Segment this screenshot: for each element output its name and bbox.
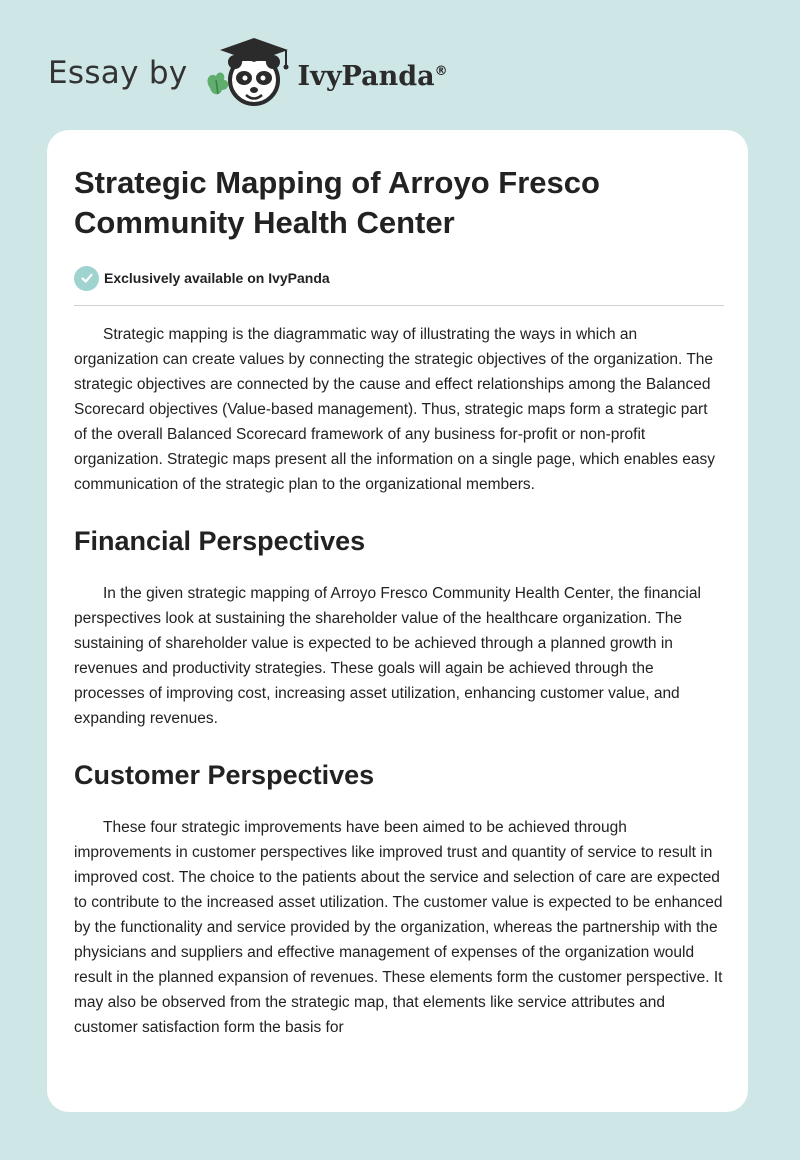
article-title: Strategic Mapping of Arroyo Fresco Community Health Center	[74, 165, 600, 240]
section-body-customer: These four strategic improvements have been aimed to be achieved through improvements in customer perspectives like improved trust and quantity of service to result in improved cost. The choice to the patients about the service and selection of care are expected to contribute to the increased asset utilization. The customer value is expected to be enhanced by the functionality and service provided by the organization, whereas the partnership with the physicians and suppliers and effective management of expenses of the organization would result in the planned expansion of revenues. These elements form the customer perspective. It may also be observed from the strategic map, that elements like service attributes and customer satisfaction form the basis for	[74, 819, 723, 1036]
exclusive-badge-text: Exclusively available on IvyPanda	[104, 270, 330, 286]
section-body-financial: In the given strategic mapping of Arroyo Fresco Community Health Center, the financial perspectives look at sustaining the shareholder value of the healthcare organization. The sustaining of shareholder value is expected to be achieved through a planned growth in revenues and productivity strategies. These goals will again be achieved through the processes of improving cost, increasing asset utilization, enhancing customer value, and expanding revenues.	[74, 585, 701, 727]
article-card	[47, 130, 748, 1112]
title-divider	[74, 305, 724, 306]
section-heading-financial: Financial Perspectives	[74, 526, 366, 556]
article-content	[74, 163, 724, 1040]
intro-paragraph: Strategic mapping is the diagrammatic way of illustrating the ways in which an organization can create values by connecting the strategic objectives of the organization. The strategic objectives are connected by the cause and effect relationships among the Balanced Scorecard objectives (Value-based management). Thus, strategic maps form a strategic part of the overall Balanced Scorecard framework of any business for-profit or non-profit organization. Strategic maps present all the information on a single page, which enables easy communication of the strategic plan to the organizational members.	[74, 326, 716, 493]
essay-by-label: Essay by	[48, 55, 188, 91]
panda-logo-icon	[202, 36, 296, 110]
check-icon	[74, 266, 99, 291]
section-heading-customer: Customer Perspectives	[74, 760, 375, 790]
brand-name: IvyPanda®	[297, 60, 448, 92]
exclusive-badge	[74, 263, 724, 293]
brand-logo-link[interactable]	[202, 36, 448, 110]
site-header	[48, 36, 448, 110]
